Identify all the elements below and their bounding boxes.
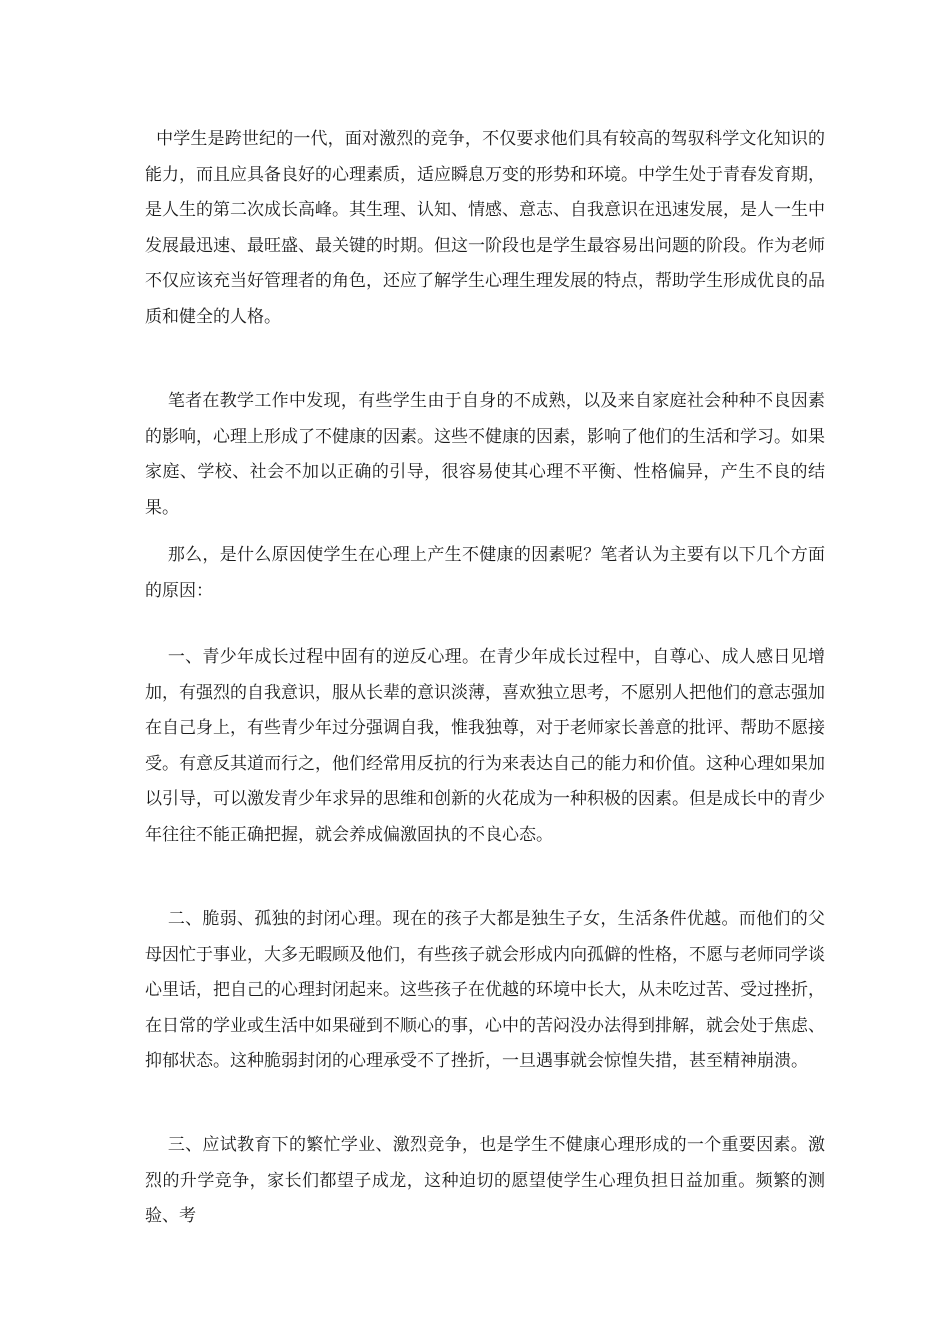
paragraph-reason-one: 一、青少年成长过程中固有的逆反心理。在青少年成长过程中，自尊心、成人感日见增加，有强烈的自我意识，服从长辈的意识淡薄，喜欢独立思考，不愿别人把他们的意志强加在自己身上，有些青少年过分强调自我，惟我独尊，对于老师家长善意的批评、帮助不愿接受。有意反其道而行之，他们经常用反抗的行为来表达自己的能力和价值。这种心理如果加以引导，可以激发青少年求异的思维和创新的火花成为一种积极的因素。但是成长中的青少年往往不能正确把握，就会养成偏激固执的不良心态。 [145, 647, 825, 845]
paragraph-observation: 笔者在教学工作中发现，有些学生由于自身的不成熟，以及来自家庭社会种种不良因素的影响，心理上形成了不健康的因素。这些不健康的因素，影响了他们的生活和学习。如果家庭、学校、社会不加以正确的引导，很容易使其心理不平衡、性格偏异，产生不良的结果。 [145, 391, 825, 518]
paragraph-reason-two: 二、脆弱、孤独的封闭心理。现在的孩子大都是独生子女，生活条件优越。而他们的父母因忙于事业，大多无暇顾及他们，有些孩子就会形成内向孤僻的性格，不愿与老师同学谈心里话，把自己的心理封闭起来。这些孩子在优越的环境中长大，从未吃过苦、受过挫折，在日常的学业或生活中如果碰到不顺心的事，心中的苦闷没办法得到排解，就会处于焦虑、抑郁状态。这种脆弱封闭的心理承受不了挫折，一旦遇事就会惊惶失措，甚至精神崩溃。 [145, 909, 825, 1072]
paragraph-question: 那么，是什么原因使学生在心理上产生不健康的因素呢？笔者认为主要有以下几个方面的原因： [145, 545, 825, 601]
paragraph-intro: 中学生是跨世纪的一代，面对激烈的竞争，不仅要求他们具有较高的驾驭科学文化知识的能力，而且应具备良好的心理素质，适应瞬息万变的形势和环境。中学生处于青春发育期，是人生的第二次成长高峰。其生理、认知、情感、意志、自我意识在迅速发展，是人一生中发展最迅速、最旺盛、最关键的时期。但这一阶段也是学生最容易出问题的阶段。作为老师不仅应该充当好管理者的角色，还应了解学生心理生理发展的特点，帮助学生形成优良的品质和健全的人格。 [145, 129, 826, 327]
paragraph-reason-three: 三、应试教育下的繁忙学业、激烈竞争，也是学生不健康心理形成的一个重要因素。激烈的升学竞争，家长们都望子成龙，这种迫切的愿望使学生心理负担日益加重。频繁的测验、考 [145, 1135, 825, 1227]
